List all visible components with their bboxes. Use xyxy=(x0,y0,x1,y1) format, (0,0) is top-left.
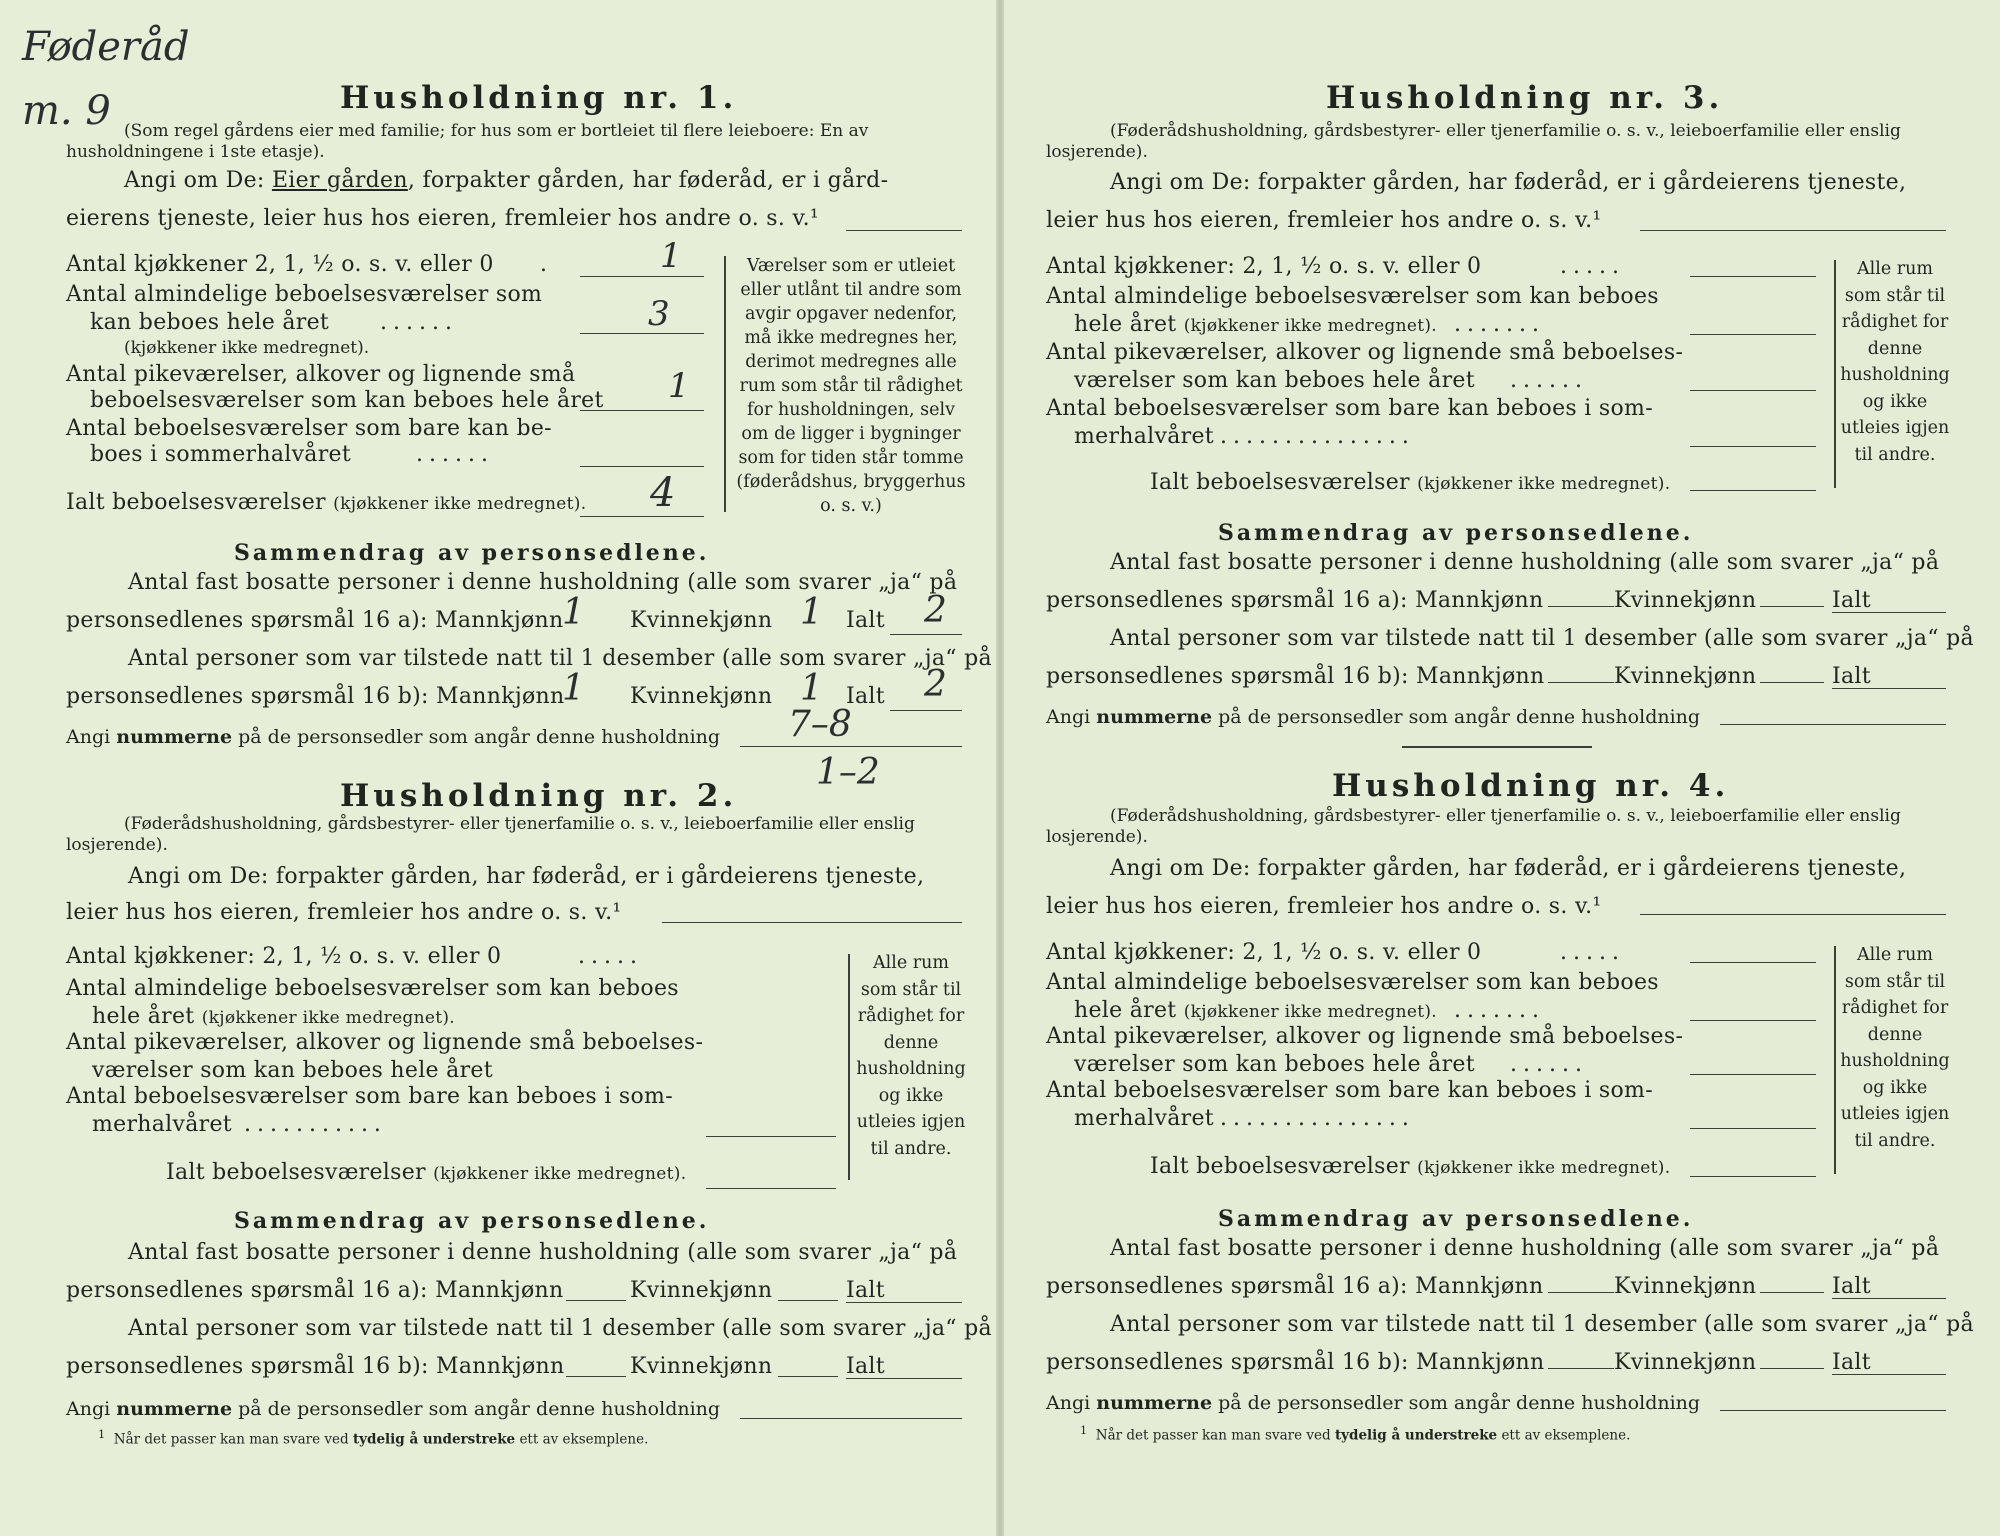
h4-som-2: merhalvåret xyxy=(1074,1106,1214,1131)
h3-pike-2: værelser som kan beboes hele året xyxy=(1074,368,1475,393)
h1-title: Husholdning nr. 1. xyxy=(340,80,738,116)
h2-pike-2: værelser som kan beboes hele året xyxy=(92,1058,493,1083)
h1-tilstede-2: personsedlenes spørsmål 16 b): Mannkjønn xyxy=(66,684,565,709)
h3-som-1: Antal beboelsesværelser som bare kan beboes i som- xyxy=(1046,396,1653,421)
h2-summary-title: Sammendrag av personsedlene. xyxy=(234,1208,710,1234)
h1-nummer-value: 7–8 xyxy=(788,704,852,745)
h2-pike-1: Antal pikeværelser, alkover og lignende små beboelses- xyxy=(66,1030,704,1055)
footnote-left: $^1$ Når det passer kan man svare ved tydelig å understreke ett av eksemplene. xyxy=(98,1428,649,1448)
handwritten-foderad: Føderåd xyxy=(22,24,190,70)
h4-a-kvinne-label: Kvinnekjønn xyxy=(1614,1274,1757,1299)
h1-b-mann: 1 xyxy=(562,668,585,709)
h1-kjokkener-value: 1 xyxy=(660,236,682,276)
h2-a-ialt-label: Ialt xyxy=(846,1278,885,1303)
h2-tilstede-2: personsedlenes spørsmål 16 b): Mannkjønn xyxy=(66,1354,565,1379)
h2-fast-1: Antal fast bosatte personer i denne husholdning (alle som svarer „ja“ på xyxy=(128,1240,958,1265)
h3-fast-2: personsedlenes spørsmål 16 a): Mannkjønn xyxy=(1046,588,1544,613)
h3-nummerne: Angi nummerne på de personsedler som angår denne husholdning xyxy=(1046,706,1701,728)
h2-nummerne: Angi nummerne på de personsedler som angår denne husholdning xyxy=(66,1398,721,1420)
h4-tilstede-2: personsedlenes spørsmål 16 b): Mannkjønn xyxy=(1046,1350,1545,1375)
h1-fast-2: personsedlenes spørsmål 16 a): Mannkjønn xyxy=(66,608,564,633)
h4-alm-1: Antal almindelige beboelsesværelser som kan beboes xyxy=(1046,970,1659,995)
h4-alm-2: hele året (kjøkkener ikke medregnet). xyxy=(1074,998,1437,1023)
h1-fast-1: Antal fast bosatte personer i denne husholdning (alle som svarer „ja“ på xyxy=(128,570,958,595)
h3-alm-2: hele året (kjøkkener ikke medregnet). xyxy=(1074,312,1437,337)
footnote-right: $^1$ Når det passer kan man svare ved tydelig å understreke ett av eksemplene. xyxy=(1080,1424,1631,1444)
h3-pike-1: Antal pikeværelser, alkover og lignende små beboelses- xyxy=(1046,340,1684,365)
h3-side-note: Alle rum som står til rådighet for denne husholdning og ikke utleies igjen til andre. xyxy=(1840,259,1950,465)
h4-ialt: Ialt beboelsesværelser (kjøkkener ikke medregnet). xyxy=(1150,1154,1671,1179)
handwritten-mark: m. 9 xyxy=(22,88,111,134)
h1-pike-2: beboelsesværelser som kan beboes hele året xyxy=(90,388,604,413)
h3-b-kvinne-label: Kvinnekjønn xyxy=(1614,664,1757,689)
h1-alm-1: Antal almindelige beboelsesværelser som xyxy=(66,282,543,307)
h1-sommer-2: boes i sommerhalvåret xyxy=(90,442,351,467)
h1-b-ialt-label: Ialt xyxy=(846,684,885,709)
h3-tilstede-2: personsedlenes spørsmål 16 b): Mannkjønn xyxy=(1046,664,1545,689)
h4-title: Husholdning nr. 4. xyxy=(1332,768,1730,804)
h4-fast-1: Antal fast bosatte personer i denne husholdning (alle som svarer „ja“ på xyxy=(1110,1236,1940,1261)
section-divider xyxy=(1402,746,1592,748)
h2-angi-1: Angi om De: forpakter gården, har føderåd, er i gårdeierens tjeneste, xyxy=(128,864,925,889)
h3-note: (Føderådshusholdning, gårdsbestyrer- eller tjenerfamilie o. s. v., leieboerfamilie eller enslig losjerende). xyxy=(1046,121,1901,162)
h1-note: (Som regel gårdens eier med familie; for hus som er bortleiet til flere leieboere: En av husholdningene i 1ste etasje). xyxy=(66,121,869,162)
h1-a-ialt-label: Ialt xyxy=(846,608,885,633)
h1-alm-2: kan beboes hele året xyxy=(90,310,330,335)
h2-note: (Føderådshusholdning, gårdsbestyrer- eller tjenerfamilie o. s. v., leieboerfamilie eller enslig losjerende). xyxy=(66,814,915,855)
h1-a-kvinne: 1 xyxy=(800,592,823,633)
h1-ialt-value: 4 xyxy=(650,470,676,516)
h4-b-kvinne-label: Kvinnekjønn xyxy=(1614,1350,1757,1375)
h2-som-2: merhalvåret xyxy=(92,1112,232,1137)
h3-tilstede-1: Antal personer som var tilstede natt til 1 desember (alle som svarer „ja“ på xyxy=(1110,626,1974,651)
h1-b-kvinne-label: Kvinnekjønn xyxy=(630,684,773,709)
h4-kjokkener: Antal kjøkkener: 2, 1, ½ o. s. v. eller 0 xyxy=(1046,940,1482,965)
h3-angi-2: leier hus hos eieren, fremleier hos andre o. s. v.¹ xyxy=(1046,208,1602,233)
h3-b-ialt-label: Ialt xyxy=(1832,664,1871,689)
h3-kjokkener: Antal kjøkkener: 2, 1, ½ o. s. v. eller 0 xyxy=(1046,254,1482,279)
h2-b-ialt-label: Ialt xyxy=(846,1354,885,1379)
h4-b-ialt-label: Ialt xyxy=(1832,1350,1871,1375)
h2-alm-2: hele året (kjøkkener ikke medregnet). xyxy=(92,1004,455,1029)
h1-nummer-value2: 1–2 xyxy=(816,752,880,793)
h3-a-ialt-label: Ialt xyxy=(1832,588,1871,613)
h1-summary-title: Sammendrag av personsedlene. xyxy=(234,540,710,566)
h1-alm-3: (kjøkkener ikke medregnet). xyxy=(124,338,370,358)
h4-angi-2: leier hus hos eieren, fremleier hos andre o. s. v.¹ xyxy=(1046,894,1602,919)
h3-title: Husholdning nr. 3. xyxy=(1326,80,1724,116)
h2-a-kvinne-label: Kvinnekjønn xyxy=(630,1278,773,1303)
h4-pike-2: værelser som kan beboes hele året xyxy=(1074,1052,1475,1077)
h3-angi-1: Angi om De: forpakter gården, har føderåd, er i gårdeierens tjeneste, xyxy=(1110,170,1907,195)
h4-a-ialt-label: Ialt xyxy=(1832,1274,1871,1299)
h4-note: (Føderådshusholdning, gårdsbestyrer- eller tjenerfamilie o. s. v., leieboerfamilie eller enslig losjerende). xyxy=(1046,806,1901,847)
h1-kjokkener: Antal kjøkkener 2, 1, ½ o. s. v. eller 0 xyxy=(66,252,494,277)
h1-angi-line2: eierens tjeneste, leier hus hos eieren, fremleier hos andre o. s. v.¹ xyxy=(66,206,819,231)
h1-tilstede-1: Antal personer som var tilstede natt til 1 desember (alle som svarer „ja“ på xyxy=(128,646,992,671)
h1-nummerne: Angi nummerne på de personsedler som angår denne husholdning xyxy=(66,726,721,748)
h1-b-kvinne: 1 xyxy=(800,668,823,709)
h1-side-note: Værelser som er utleiet eller utlånt til andre som avgir opgaver nedenfor, må ikke medregnes her, derimot medregnes alle rum som står til rådighet for husholdningen, selv om de ligger i bygninger som for tiden står tomme (føderådshus, bryggerhus o. s. v.) xyxy=(736,256,966,516)
h2-som-1: Antal beboelsesværelser som bare kan beboes i som- xyxy=(66,1084,673,1109)
h3-som-2: merhalvåret xyxy=(1074,424,1214,449)
h2-kjokkener: Antal kjøkkener: 2, 1, ½ o. s. v. eller 0 xyxy=(66,944,502,969)
h1-a-mann: 1 xyxy=(562,592,585,633)
h2-alm-1: Antal almindelige beboelsesværelser som kan beboes xyxy=(66,976,679,1001)
h1-ialt: Ialt beboelsesværelser (kjøkkener ikke medregnet). xyxy=(66,490,587,515)
h2-side-note: Alle rum som står til rådighet for denne husholdning og ikke utleies igjen til andre. xyxy=(856,953,966,1159)
h2-b-kvinne-label: Kvinnekjønn xyxy=(630,1354,773,1379)
h4-som-1: Antal beboelsesværelser som bare kan beboes i som- xyxy=(1046,1078,1653,1103)
page-fold xyxy=(996,0,1004,1536)
h2-angi-2: leier hus hos eieren, fremleier hos andre o. s. v.¹ xyxy=(66,900,622,925)
h4-pike-1: Antal pikeværelser, alkover og lignende små beboelses- xyxy=(1046,1024,1684,1049)
h1-angi-line1: Angi om De: Eier gården, forpakter gården, har føderåd, er i gård- xyxy=(124,168,889,193)
h1-alm-value: 3 xyxy=(648,294,670,334)
h3-ialt: Ialt beboelsesværelser (kjøkkener ikke medregnet). xyxy=(1150,470,1671,495)
h3-fast-1: Antal fast bosatte personer i denne husholdning (alle som svarer „ja“ på xyxy=(1110,550,1940,575)
h3-a-kvinne-label: Kvinnekjønn xyxy=(1614,588,1757,613)
h1-b-ialt: 2 xyxy=(924,664,947,705)
h2-fast-2: personsedlenes spørsmål 16 a): Mannkjønn xyxy=(66,1278,564,1303)
h3-summary-title: Sammendrag av personsedlene. xyxy=(1218,520,1694,546)
h4-fast-2: personsedlenes spørsmål 16 a): Mannkjønn xyxy=(1046,1274,1544,1299)
h4-angi-1: Angi om De: forpakter gården, har føderåd, er i gårdeierens tjeneste, xyxy=(1110,856,1907,881)
h2-ialt: Ialt beboelsesværelser (kjøkkener ikke medregnet). xyxy=(166,1160,687,1185)
h1-sommer-1: Antal beboelsesværelser som bare kan be- xyxy=(66,416,552,441)
h1-a-ialt: 2 xyxy=(924,590,947,631)
h4-summary-title: Sammendrag av personsedlene. xyxy=(1218,1206,1694,1232)
h1-pike-value: 1 xyxy=(668,366,690,406)
h2-tilstede-1: Antal personer som var tilstede natt til 1 desember (alle som svarer „ja“ på xyxy=(128,1316,992,1341)
h4-side-note: Alle rum som står til rådighet for denne husholdning og ikke utleies igjen til andre. xyxy=(1840,945,1950,1151)
h4-nummerne: Angi nummerne på de personsedler som angår denne husholdning xyxy=(1046,1392,1701,1414)
h1-pike-1: Antal pikeværelser, alkover og lignende små xyxy=(66,362,576,387)
h3-alm-1: Antal almindelige beboelsesværelser som kan beboes xyxy=(1046,284,1659,309)
h2-title: Husholdning nr. 2. xyxy=(340,778,738,814)
h4-tilstede-1: Antal personer som var tilstede natt til 1 desember (alle som svarer „ja“ på xyxy=(1110,1312,1974,1337)
h1-a-kvinne-label: Kvinnekjønn xyxy=(630,608,773,633)
